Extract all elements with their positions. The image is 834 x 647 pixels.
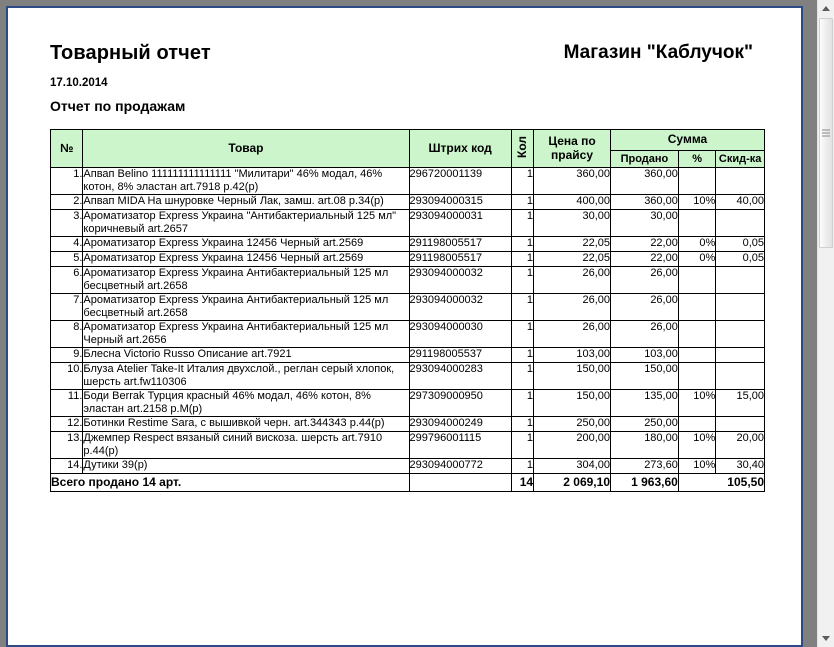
row-price: 26,00 [534,294,611,321]
row-discount: 0,05 [716,252,765,267]
column-header-discount: Скид-ка [716,150,765,168]
row-quantity: 1 [511,252,533,267]
row-quantity: 1 [511,267,533,294]
total-price: 2 069,10 [534,473,611,491]
scrollbar-thumb[interactable] [819,18,833,248]
table-row [51,168,765,195]
sales-report-table [50,129,765,492]
table-row [51,432,765,459]
row-sold: 150,00 [611,363,679,390]
row-price: 22,05 [534,252,611,267]
table-row [51,294,765,321]
row-price: 200,00 [534,432,611,459]
column-header-price: Цена по прайсу [534,130,611,168]
row-product: Боди Berrak Турция красный 46% модал, 46% котон, 8% эластан art.2158 р.M(р) [83,390,409,417]
row-number: 13. [51,432,83,459]
table-row [51,195,765,210]
row-number: 2. [51,195,83,210]
row-product: Джемпер Respect вязаный синий вискоза. шерсть art.7910 р.44(р) [83,432,409,459]
table-row [51,458,765,473]
total-discount: 105,50 [678,473,764,491]
total-barcode [409,473,511,491]
row-product: Блесна Victorio Russo Описание art.7921 [83,348,409,363]
table-footer [51,473,765,491]
row-sold: 360,00 [611,195,679,210]
row-discount: 40,00 [716,195,765,210]
row-barcode: 293094000283 [409,363,511,390]
row-barcode: 293094000030 [409,321,511,348]
row-barcode: 296720001139 [409,168,511,195]
table-row [51,267,765,294]
table-header [51,130,765,168]
row-barcode: 291198005537 [409,348,511,363]
row-discount [716,417,765,432]
row-product: Ароматизатор Express Украина Антибактериальный 125 мл бесцветный art.2658 [83,294,409,321]
row-percent [678,210,715,237]
total-label: Всего продано 14 арт. [51,473,410,491]
total-sold: 1 963,60 [611,473,679,491]
row-number: 6. [51,267,83,294]
row-barcode: 291198005517 [409,237,511,252]
row-sold: 26,00 [611,321,679,348]
store-name: Магазин "Каблучок" [563,42,753,63]
row-quantity: 1 [511,390,533,417]
column-header-quantity-label: Кол [515,135,530,158]
row-product: Ароматизатор Express Украина 12456 Черный art.2569 [83,252,409,267]
row-percent [678,321,715,348]
row-product: Ароматизатор Express Украина Антибактериальный 125 мл Черный art.2656 [83,321,409,348]
row-percent: 0% [678,252,715,267]
row-sold: 273,60 [611,458,679,473]
report-header [50,42,767,65]
row-barcode: 293094000032 [409,267,511,294]
row-product: Дутики 39(р) [83,458,409,473]
row-price: 304,00 [534,458,611,473]
row-discount [716,321,765,348]
row-number: 11. [51,390,83,417]
row-sold: 26,00 [611,267,679,294]
row-barcode: 299796001115 [409,432,511,459]
scrollbar-grip-icon [822,130,830,137]
row-discount: 30,40 [716,458,765,473]
row-percent: 0% [678,237,715,252]
row-percent: 10% [678,432,715,459]
row-discount: 0,05 [716,237,765,252]
table-row [51,237,765,252]
row-barcode: 293094000032 [409,294,511,321]
row-product: Блуза Atelier Take-It Италия двухслой., реглан серый хлопок, шерсть art.fw110306 [83,363,409,390]
row-sold: 250,00 [611,417,679,432]
total-row [51,473,765,491]
row-product: Апвап Belino 111111111111111 "Милитари" 46% модал, 46% котон, 8% эластан art.7918 р.42(р) [83,168,409,195]
row-percent [678,348,715,363]
row-price: 360,00 [534,168,611,195]
row-barcode: 293094000031 [409,210,511,237]
row-discount [716,210,765,237]
row-discount: 15,00 [716,390,765,417]
row-sold: 180,00 [611,432,679,459]
row-percent [678,363,715,390]
table-row [51,390,765,417]
scroll-up-arrow-icon [822,6,830,11]
row-quantity: 1 [511,210,533,237]
column-header-product: Товар [83,130,409,168]
row-product: Апвап MIDA На шнуровке Черный Лак, замш. art.08 р.34(р) [83,195,409,210]
row-number: 12. [51,417,83,432]
row-number: 3. [51,210,83,237]
table-row [51,348,765,363]
row-quantity: 1 [511,195,533,210]
row-barcode: 293094000315 [409,195,511,210]
row-price: 30,00 [534,210,611,237]
scroll-down-button[interactable] [818,630,834,647]
row-number: 5. [51,252,83,267]
row-quantity: 1 [511,294,533,321]
row-quantity: 1 [511,432,533,459]
row-price: 400,00 [534,195,611,210]
row-percent: 10% [678,390,715,417]
row-sold: 22,00 [611,252,679,267]
row-sold: 26,00 [611,294,679,321]
page-title: Товарный отчет [50,42,211,64]
column-header-percent: % [678,150,715,168]
row-discount [716,267,765,294]
row-percent [678,294,715,321]
row-discount [716,363,765,390]
row-percent [678,417,715,432]
row-percent: 10% [678,195,715,210]
table-row [51,252,765,267]
row-quantity: 1 [511,458,533,473]
row-price: 26,00 [534,321,611,348]
vertical-scrollbar[interactable] [817,0,834,647]
row-quantity: 1 [511,237,533,252]
row-sold: 135,00 [611,390,679,417]
table-row [51,321,765,348]
row-discount [716,294,765,321]
row-product: Ботинки Restime Sara, с вышивкой черн. art.344343 р.44(р) [83,417,409,432]
row-product: Ароматизатор Express Украина 12456 Черный art.2569 [83,237,409,252]
table-row [51,363,765,390]
report-date: 17.10.2014 [50,77,108,89]
column-header-sold: Продано [611,150,679,168]
row-number: 1. [51,168,83,195]
row-product: Ароматизатор Express Украина "Антибактериальный 125 мл" коричневый art.2657 [83,210,409,237]
table-row [51,417,765,432]
row-price: 103,00 [534,348,611,363]
column-header-sum-group: Сумма [611,130,765,151]
report-page [6,6,803,647]
row-barcode: 293094000249 [409,417,511,432]
row-sold: 30,00 [611,210,679,237]
table-header-row-1 [51,130,765,151]
row-number: 9. [51,348,83,363]
row-barcode: 293094000772 [409,458,511,473]
row-price: 22,05 [534,237,611,252]
row-number: 8. [51,321,83,348]
row-price: 26,00 [534,267,611,294]
row-sold: 103,00 [611,348,679,363]
total-quantity: 14 [511,473,533,491]
row-discount [716,168,765,195]
row-number: 10. [51,363,83,390]
row-percent: 10% [678,458,715,473]
row-barcode: 291198005517 [409,252,511,267]
row-quantity: 1 [511,168,533,195]
row-percent [678,267,715,294]
column-header-number: № [51,130,83,168]
column-header-barcode: Штрих код [409,130,511,168]
row-discount: 20,00 [716,432,765,459]
row-percent [678,168,715,195]
row-price: 150,00 [534,363,611,390]
row-price: 150,00 [534,390,611,417]
scroll-down-arrow-icon [822,636,830,641]
table-row [51,210,765,237]
row-barcode: 297309000950 [409,390,511,417]
row-quantity: 1 [511,417,533,432]
row-number: 14. [51,458,83,473]
row-sold: 22,00 [611,237,679,252]
row-quantity: 1 [511,321,533,348]
row-number: 4. [51,237,83,252]
column-header-quantity [511,130,533,168]
table-body [51,168,765,474]
row-number: 7. [51,294,83,321]
row-product: Ароматизатор Express Украина Антибактериальный 125 мл бесцветный art.2658 [83,267,409,294]
row-quantity: 1 [511,348,533,363]
row-discount [716,348,765,363]
report-subtitle: Отчет по продажам [50,98,186,114]
row-price: 250,00 [534,417,611,432]
scroll-up-button[interactable] [818,0,834,17]
row-quantity: 1 [511,363,533,390]
row-sold: 360,00 [611,168,679,195]
report-page-content [8,8,801,492]
